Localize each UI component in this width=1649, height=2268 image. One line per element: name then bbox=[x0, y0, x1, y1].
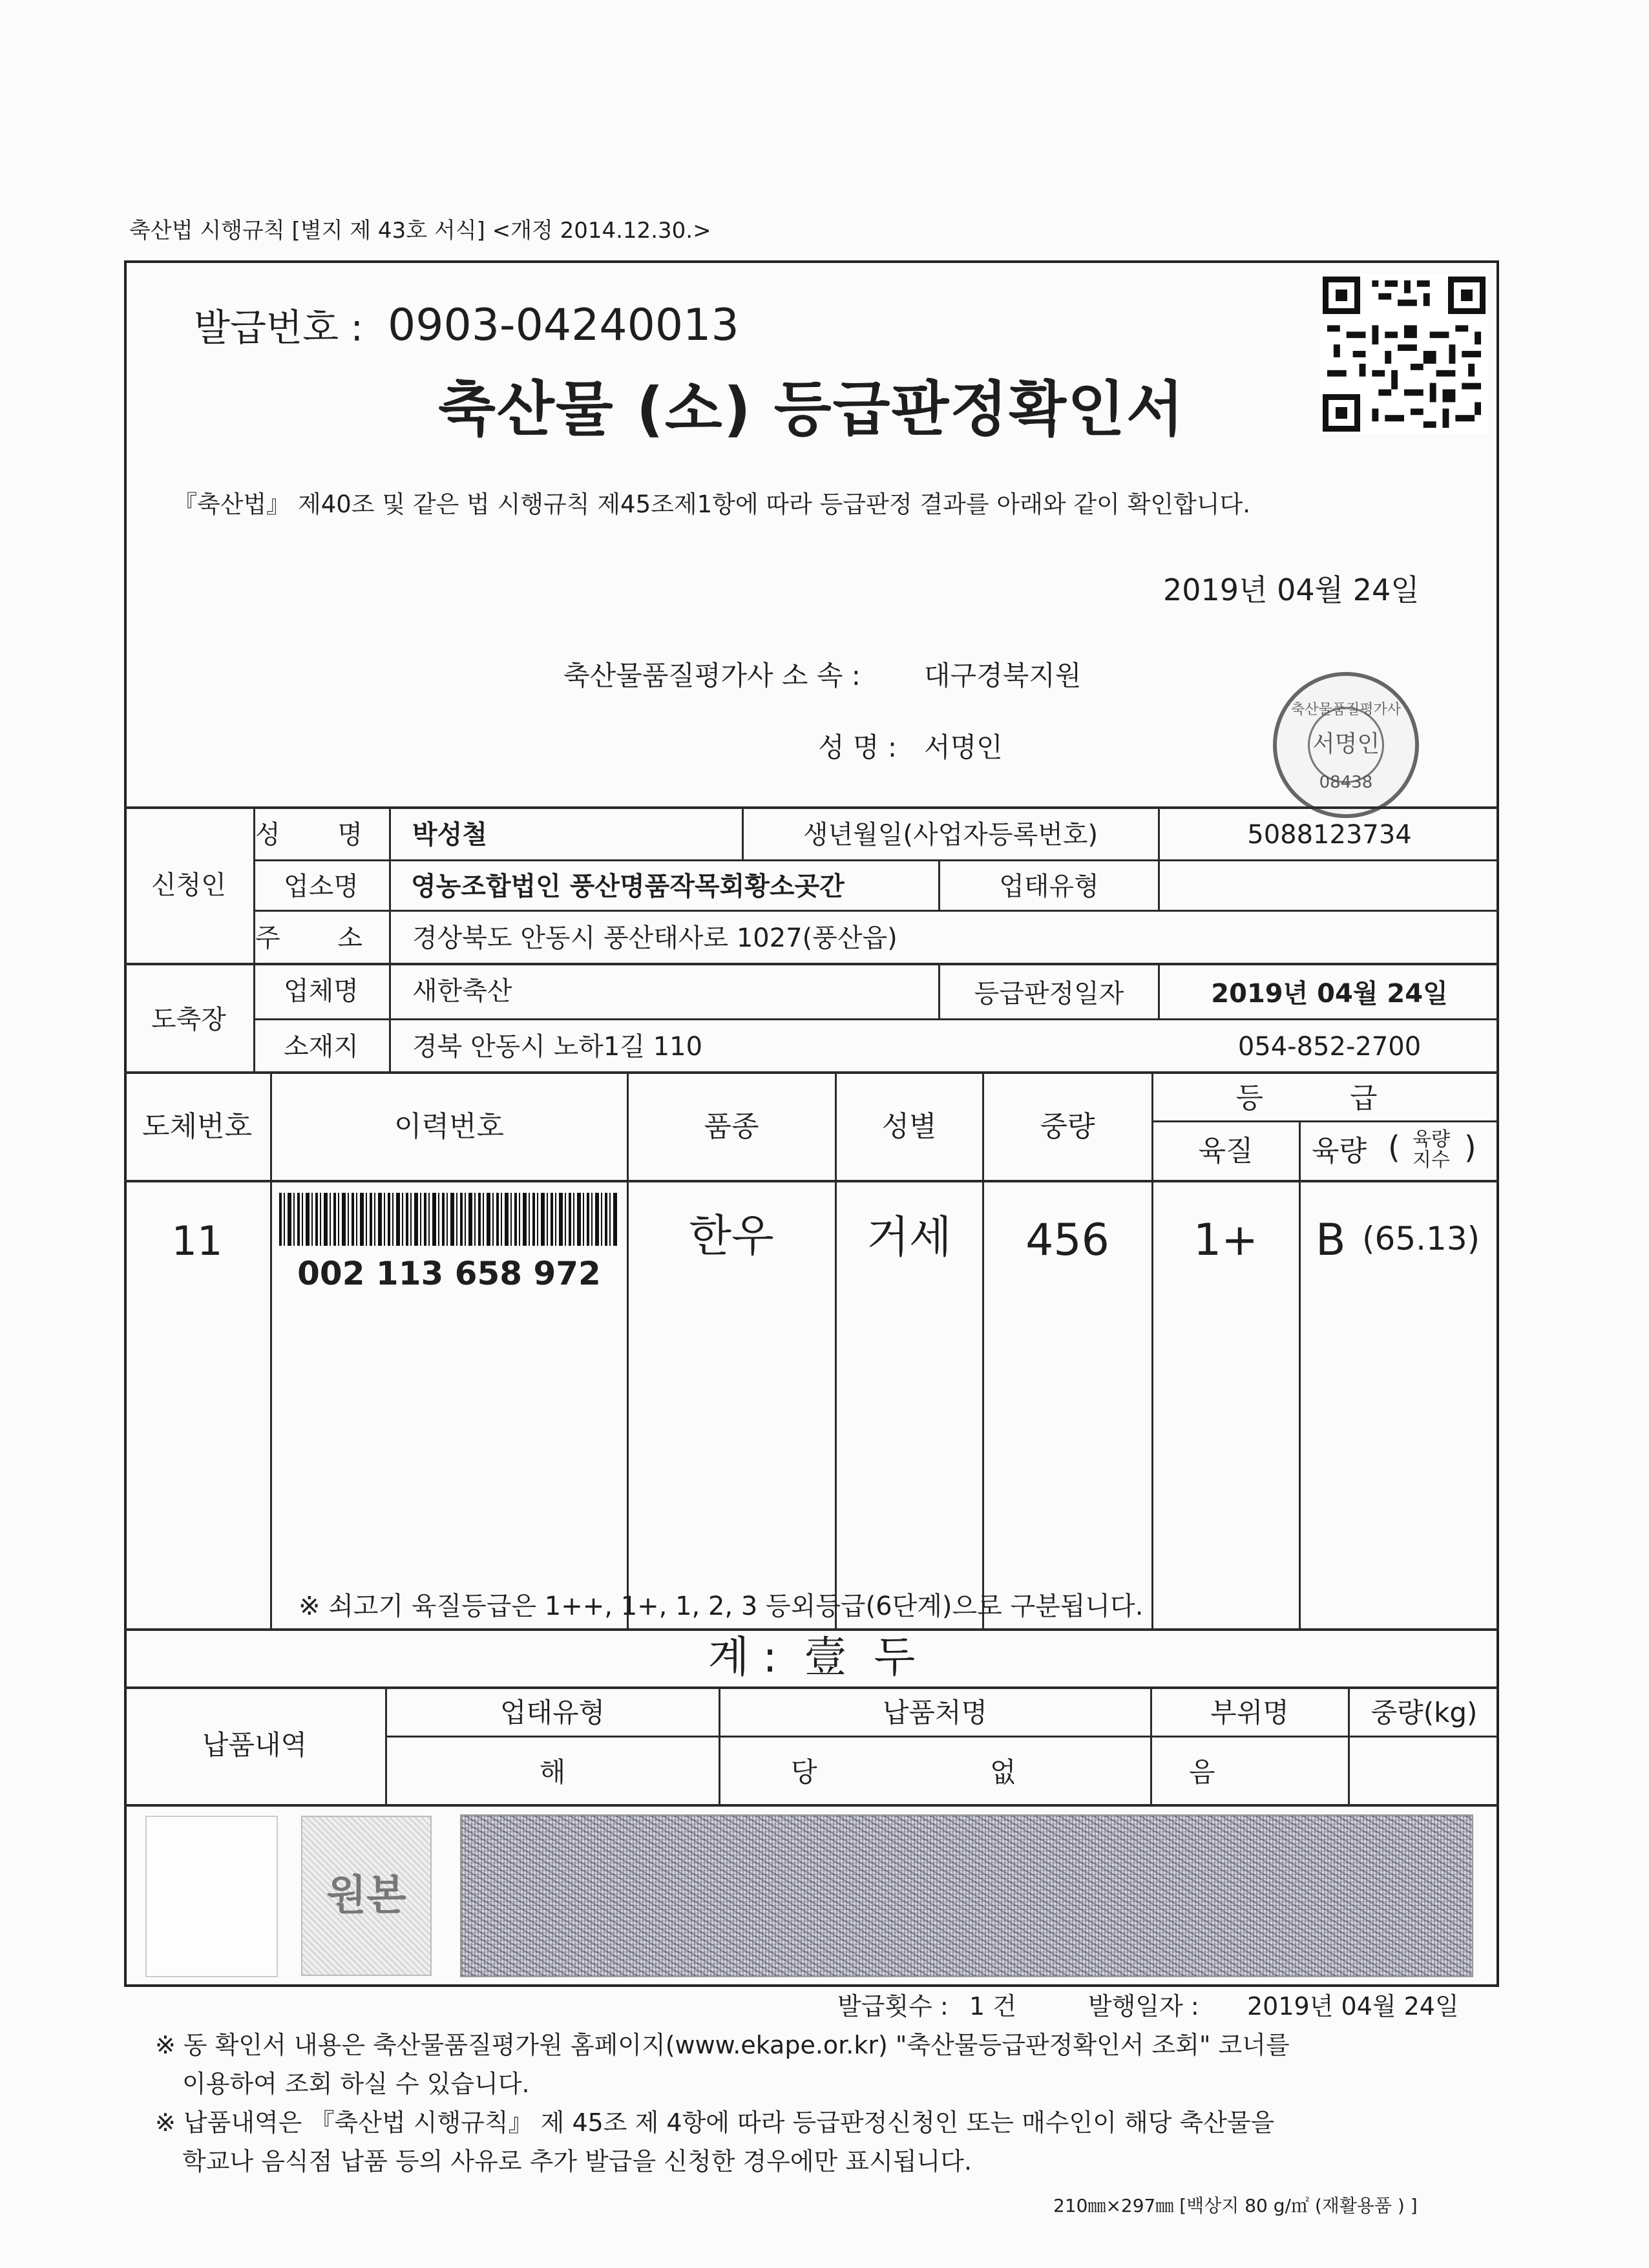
delivery-none-text: 없 bbox=[990, 1756, 1016, 1788]
sex-header: 성별 bbox=[881, 1110, 937, 1143]
issue-number-label: 발급번호 : bbox=[194, 306, 364, 350]
divider bbox=[253, 1018, 1499, 1020]
barcode-icon bbox=[279, 1193, 618, 1246]
form-header: 축산법 시행규칙 [별지 제 43호 서식] <개정 2014.12.30.> bbox=[129, 218, 711, 244]
delivery-none-text: 해 bbox=[539, 1756, 566, 1788]
paper-spec: 210㎜×297㎜ [백상지 80 g/㎡ (재활용품 ) ] bbox=[1053, 2195, 1418, 2216]
divider bbox=[386, 1736, 1499, 1738]
footnote-2-cont: 학교나 음식점 납품 등의 사유로 추가 발급을 신청한 경우에만 표시됩니다. bbox=[182, 2147, 972, 2176]
yield-index-close-paren: ) bbox=[1464, 1129, 1476, 1166]
address: 경상북도 안동시 풍산태사로 1027(풍산읍) bbox=[412, 923, 898, 953]
sex: 거세 bbox=[867, 1212, 952, 1263]
evaluator-name: 서명인 bbox=[924, 731, 1003, 763]
footnote-2: ※ 납품내역은 『축산법 시행규칙』 제 45조 제 4항에 따라 등급판정신청인 또는 매수인이 해당 축산물을 bbox=[155, 2108, 1275, 2137]
watermark-text: 원본 bbox=[326, 1872, 406, 1920]
slaughterhouse-section-label: 도축장 bbox=[151, 1005, 226, 1034]
weight-header: 중량 bbox=[1040, 1110, 1095, 1143]
divider bbox=[270, 1074, 272, 1630]
divider bbox=[982, 1074, 984, 1630]
issue-number: 0903-04240013 bbox=[388, 300, 739, 351]
breed-header: 품종 bbox=[704, 1110, 759, 1143]
yield-index-header: 육량 지수 bbox=[1413, 1128, 1450, 1171]
evaluator-name-label: 성 명 : bbox=[818, 731, 897, 763]
quality-grade-header: 육질 bbox=[1198, 1135, 1254, 1168]
evaluator-affiliation-label: 축산물품질평가사 소 속 : bbox=[563, 660, 861, 691]
trace-no-header: 이력번호 bbox=[394, 1110, 504, 1143]
divider bbox=[124, 1686, 1499, 1689]
grading-date-label: 등급판정일자 bbox=[974, 979, 1124, 1009]
divider bbox=[389, 808, 391, 1073]
yield-index-open-paren: ( bbox=[1388, 1129, 1400, 1166]
seal-text-center: 서명인 bbox=[1312, 731, 1380, 757]
trace-no: 002 113 658 972 bbox=[297, 1255, 601, 1292]
delivery-section-label: 납품내역 bbox=[202, 1729, 308, 1761]
carcass-weight: 456 bbox=[1025, 1215, 1109, 1266]
issue-count: 1 건 bbox=[969, 1992, 1016, 2021]
applicant-birth: 5088123734 bbox=[1247, 820, 1412, 850]
carcass-no-header: 도체번호 bbox=[142, 1110, 252, 1143]
divider bbox=[124, 1628, 1499, 1631]
divider bbox=[124, 1804, 1499, 1807]
business-type-label: 업태유형 bbox=[999, 872, 1099, 901]
divider bbox=[253, 859, 1499, 861]
intro-text: 『축산법』 제40조 및 같은 법 시행규칙 제45조제1항에 따라 등급판정 결과를 아래와 같이 확인합니다. bbox=[173, 490, 1251, 518]
yield-grade: B bbox=[1316, 1215, 1346, 1266]
delivery-type-header: 업태유형 bbox=[499, 1697, 605, 1728]
slaughterhouse-location-label: 소재지 bbox=[284, 1032, 359, 1062]
slaughterhouse-phone: 054-852-2700 bbox=[1237, 1032, 1422, 1062]
grade-header: 등 급 bbox=[1235, 1082, 1416, 1115]
footnote-1-cont: 이용하여 조회 하실 수 있습니다. bbox=[182, 2070, 530, 2098]
address-label: 주 소 bbox=[255, 923, 387, 953]
total-count: 계 : 壹 두 bbox=[708, 1632, 916, 1682]
delivery-none-text: 당 bbox=[791, 1756, 817, 1788]
divider bbox=[1299, 1122, 1301, 1630]
breed: 한우 bbox=[689, 1211, 774, 1262]
applicant-section-label: 신청인 bbox=[151, 870, 226, 900]
evaluator-affiliation: 대구경북지원 bbox=[924, 660, 1082, 691]
divider bbox=[1158, 861, 1160, 911]
delivery-part-header: 부위명 bbox=[1210, 1697, 1289, 1728]
blank-box bbox=[145, 1816, 278, 1977]
business-name: 영농조합법인 풍산명품작목회황소곳간 bbox=[411, 872, 845, 901]
slaughterhouse-name-label: 업체명 bbox=[284, 976, 359, 1006]
divider bbox=[835, 1074, 837, 1630]
footnote-1: ※ 동 확인서 내용은 축산물품질평가원 홈페이지(www.ekape.or.kr) "축산물등급판정확인서 조회" 코너를 bbox=[155, 2031, 1290, 2059]
grade-note: ※ 쇠고기 육질등급은 1++, 1+, 1, 2, 3 등외등급(6단계)으로 구분됩니다. bbox=[299, 1591, 1144, 1621]
slaughterhouse-name: 새한축산 bbox=[412, 976, 512, 1006]
applicant-birth-label: 생년월일(사업자등록번호) bbox=[803, 820, 1098, 850]
seal-text-bottom: 08438 bbox=[1319, 773, 1373, 792]
delivery-none-text: 음 bbox=[1189, 1756, 1215, 1788]
yield-index: (65.13) bbox=[1362, 1220, 1480, 1257]
divider bbox=[124, 1071, 1499, 1074]
business-name-label: 업소명 bbox=[284, 872, 359, 901]
divider bbox=[124, 963, 1499, 965]
carcass-no: 11 bbox=[171, 1217, 223, 1265]
original-watermark bbox=[301, 1816, 432, 1976]
security-pattern bbox=[460, 1814, 1473, 1977]
applicant-name: 박성철 bbox=[412, 820, 487, 850]
grading-date: 2019년 04월 24일 bbox=[1211, 979, 1448, 1009]
confirmation-date: 2019년 04월 24일 bbox=[1163, 572, 1420, 607]
delivery-weight-header: 중량(kg) bbox=[1371, 1697, 1478, 1728]
applicant-name-label: 성 명 bbox=[255, 820, 387, 850]
divider bbox=[124, 1180, 1499, 1182]
document-title: 축산물 (소) 등급판정확인서 bbox=[438, 375, 1185, 444]
quality-grade: 1+ bbox=[1193, 1215, 1259, 1266]
seal-text-top: 축산물품질평가사 bbox=[1290, 702, 1402, 718]
issue-date-label: 발행일자 : bbox=[1088, 1992, 1199, 2021]
divider bbox=[1151, 1120, 1499, 1122]
yield-grade-header: 육량 bbox=[1312, 1135, 1367, 1168]
slaughterhouse-location: 경북 안동시 노하1길 110 bbox=[412, 1032, 703, 1062]
divider bbox=[253, 910, 1499, 912]
issue-date: 2019년 04월 24일 bbox=[1247, 1992, 1459, 2021]
divider bbox=[627, 1074, 629, 1630]
delivery-destination-header: 납품처명 bbox=[882, 1697, 988, 1728]
official-seal bbox=[1273, 672, 1419, 818]
issue-count-label: 발급횟수 : bbox=[837, 1992, 949, 2021]
divider bbox=[124, 806, 1499, 809]
